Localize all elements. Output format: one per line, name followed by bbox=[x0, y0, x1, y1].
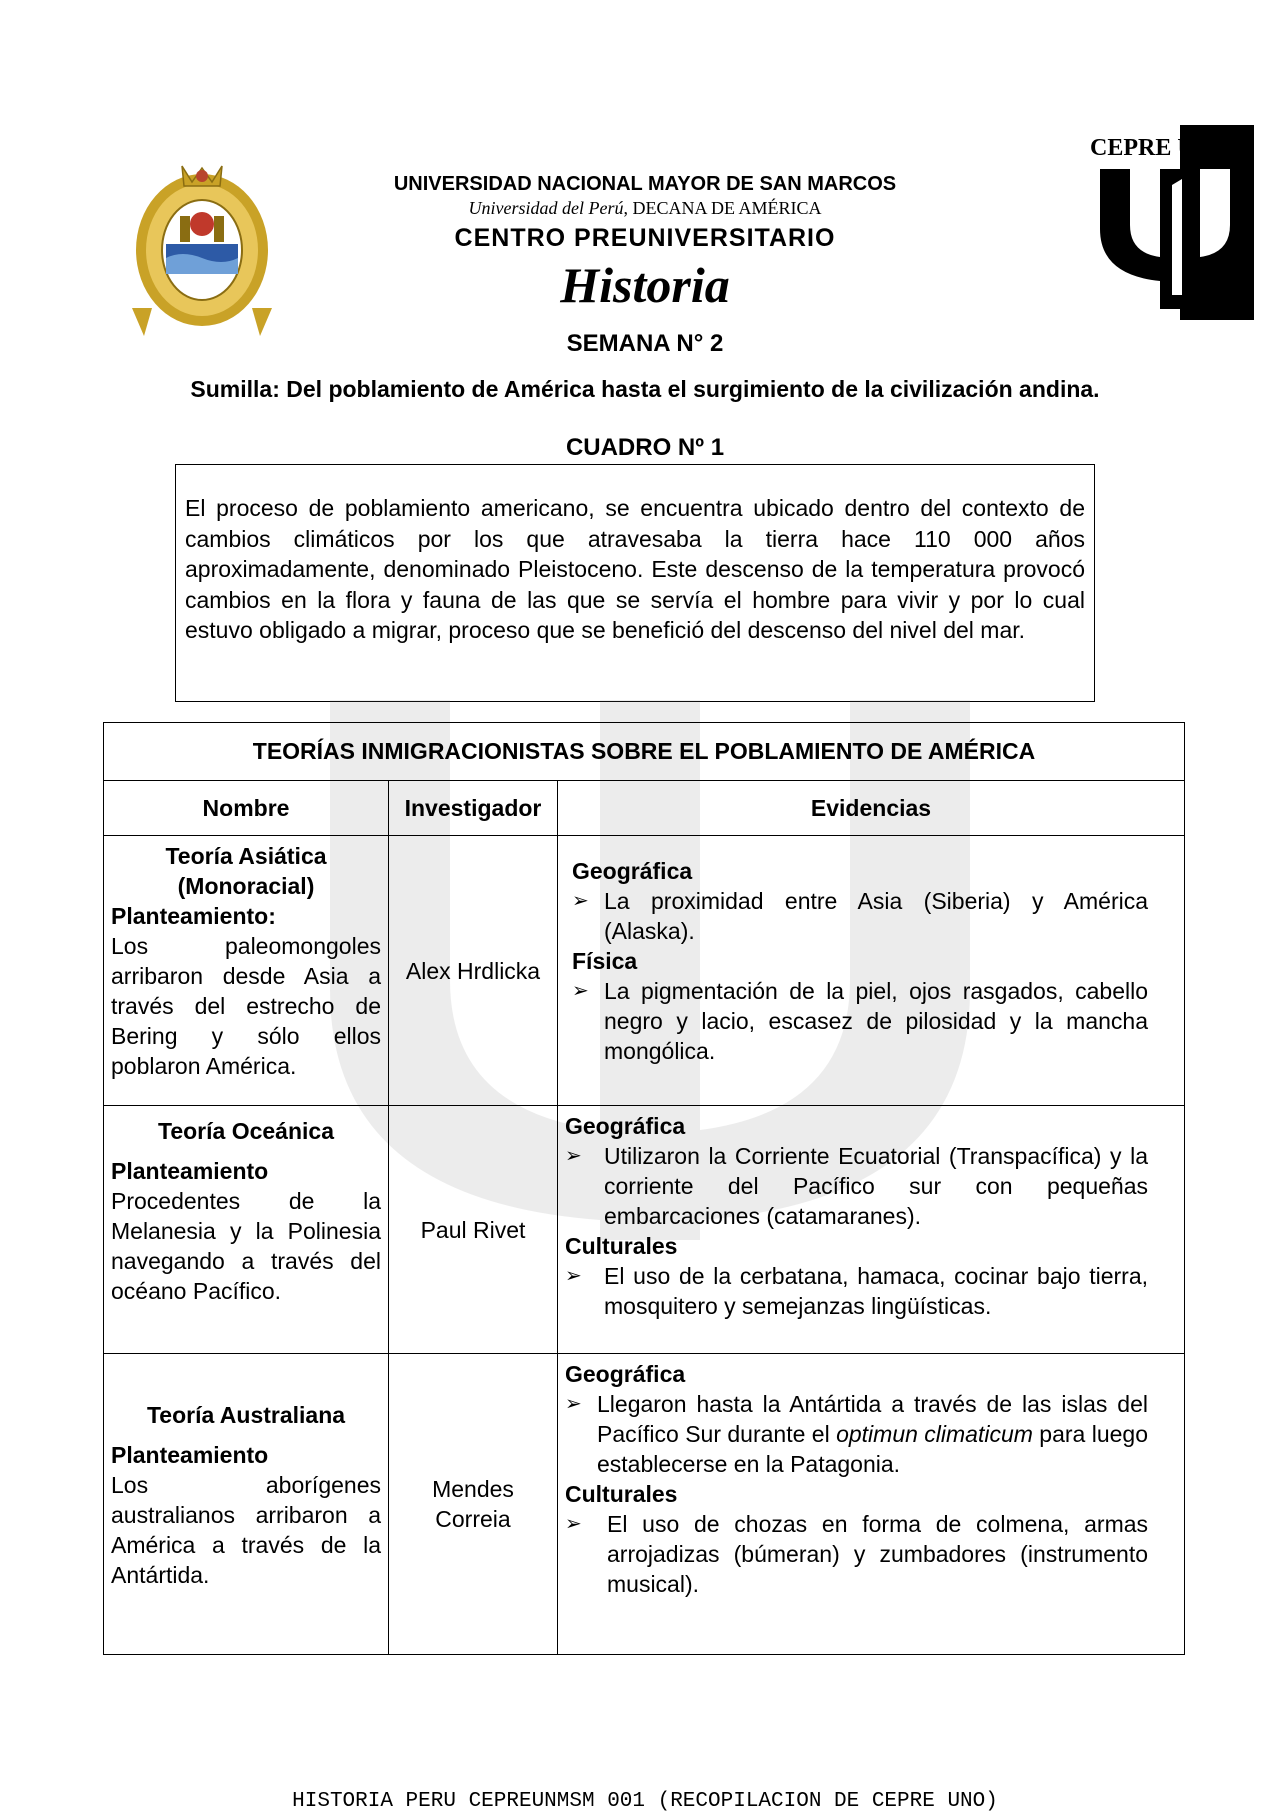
evidence-text-part: Llegaron hasta la Antártida a través de las islas del Pacífico Sur durante el bbox=[597, 1391, 1149, 1447]
arrow-bullet-icon: ➢ bbox=[565, 1265, 582, 1287]
intro-text: El proceso de poblamiento americano, se encuentra ubicado dentro del contexto de cambios climáticos por los que atravesaba la tierra hace 110 000 años aproximadamente, denominado Pleistoceno. Este descenso de la temperatura provocó cambios en la flora y fauna de las que se servía el hombre para vivir y por lo cual estuvo obligado a migrar, proceso que se benefició del descenso del nivel del mar. bbox=[185, 495, 1085, 643]
theories-table bbox=[103, 722, 1185, 1655]
arrow-bullet-icon: ➢ bbox=[565, 1393, 582, 1415]
plan-text: Procedentes de la Melanesia y la Polinesia navegando a través del océano Pacífico. bbox=[111, 1188, 381, 1304]
table-row bbox=[104, 1354, 1185, 1655]
evidence-heading: Geográfica bbox=[565, 1113, 686, 1139]
evidence-text: La pigmentación de la piel, ojos rasgados, cabello negro y lacio, escasez de pilosidad y la mancha mongólica. bbox=[604, 978, 1149, 1064]
evidence-heading: Culturales bbox=[565, 1233, 678, 1259]
theory-name: Teoría Oceánica bbox=[158, 1118, 334, 1144]
university-subtitle-italic: Universidad del Perú bbox=[468, 198, 624, 218]
evidence-cell bbox=[558, 1106, 1185, 1354]
cepre-uno-logo bbox=[1086, 125, 1254, 320]
university-subtitle bbox=[300, 198, 990, 219]
evidence-cell bbox=[558, 1354, 1185, 1655]
theory-name-cell bbox=[104, 1354, 389, 1655]
plan-text: Los paleomongoles arribaron desde Asia a través del estrecho de Bering y sólo ellos poblaron América. bbox=[111, 933, 381, 1079]
investigator: Alex Hrdlicka bbox=[389, 836, 558, 1106]
arrow-bullet-icon: ➢ bbox=[572, 980, 589, 1002]
psi-icon bbox=[1086, 125, 1254, 320]
footer: HISTORIA PERU CEPREUNMSM 001 (RECOPILACION DE CEPRE UNO) bbox=[292, 1790, 998, 1813]
column-header-investigator: Investigador bbox=[389, 781, 558, 836]
evidence-text-part: para luego establecerse en la Patagonia. bbox=[597, 1421, 1149, 1477]
arrow-bullet-icon: ➢ bbox=[572, 890, 589, 912]
evidence-heading: Física bbox=[572, 948, 638, 974]
evidence-item bbox=[572, 886, 1148, 946]
evidence-heading: Geográfica bbox=[565, 1361, 686, 1387]
table-title: TEORÍAS INMIGRACIONISTAS SOBRE EL POBLAMIENTO DE AMÉRICA bbox=[104, 723, 1185, 781]
arrow-bullet-icon: ➢ bbox=[565, 1145, 582, 1167]
table-row bbox=[104, 836, 1185, 1106]
evidence-heading: Culturales bbox=[565, 1481, 678, 1507]
theory-name-cell bbox=[104, 1106, 389, 1354]
evidence-text: Utilizaron la Corriente Ecuatorial (Transpacífica) y la corriente del Pacífico sur con pequeñas embarcaciones (catamaranes). bbox=[604, 1143, 1149, 1229]
subject-title: Historia bbox=[560, 257, 730, 313]
cuadro-title: CUADRO Nº 1 bbox=[565, 434, 725, 461]
evidence-text: El uso de la cerbatana, hamaca, cocinar bajo tierra, mosquitero y semejanzas lingüísticas. bbox=[604, 1263, 1149, 1319]
university-seal-logo bbox=[122, 158, 282, 340]
center-title: CENTRO PREUNIVERSITARIO bbox=[454, 224, 836, 252]
evidence-cell bbox=[558, 836, 1185, 1106]
week-label: SEMANA N° 2 bbox=[566, 330, 724, 357]
summary: Sumilla: Del poblamiento de América hasta el surgimiento de la civilización andina. bbox=[190, 376, 1100, 402]
intro-box bbox=[175, 464, 1095, 702]
theory-name: Teoría Asiática (Monoracial) bbox=[165, 843, 327, 899]
evidence-item bbox=[565, 1389, 1148, 1479]
theory-name-cell bbox=[104, 836, 389, 1106]
column-header-evidence: Evidencias bbox=[558, 781, 1185, 836]
logo-text-cepre: CEPRE UNO bbox=[1090, 135, 1231, 161]
investigator: Paul Rivet bbox=[389, 1106, 558, 1354]
evidence-text: La proximidad entre Asia (Siberia) y América (Alaska). bbox=[604, 888, 1149, 944]
plan-label: Planteamiento: bbox=[111, 903, 276, 929]
university-subtitle-rest: , DECANA DE AMÉRICA bbox=[623, 198, 822, 218]
plan-label: Planteamiento bbox=[111, 1158, 269, 1184]
evidence-item bbox=[565, 1261, 1148, 1321]
theory-name: Teoría Australiana bbox=[146, 1402, 346, 1428]
evidence-item bbox=[565, 1509, 1148, 1599]
evidence-text bbox=[597, 1389, 1148, 1479]
investigator: Mendes Correia bbox=[389, 1354, 558, 1655]
evidence-item bbox=[565, 1141, 1148, 1231]
university-name: UNIVERSIDAD NACIONAL MAYOR DE SAN MARCOS bbox=[393, 173, 897, 195]
plan-label: Planteamiento bbox=[111, 1442, 269, 1468]
evidence-text: El uso de chozas en forma de colmena, armas arrojadizas (búmeran) y zumbadores (instrumento musical). bbox=[607, 1511, 1149, 1597]
plan-text: Los aborígenes australianos arribaron a América a través de la Antártida. bbox=[111, 1472, 381, 1588]
evidence-text-italic: optimun climaticum bbox=[836, 1421, 1033, 1447]
table-row bbox=[104, 1106, 1185, 1354]
evidence-item bbox=[572, 976, 1148, 1066]
arrow-bullet-icon: ➢ bbox=[565, 1513, 582, 1535]
evidence-heading: Geográfica bbox=[572, 858, 693, 884]
column-header-name: Nombre bbox=[104, 781, 389, 836]
